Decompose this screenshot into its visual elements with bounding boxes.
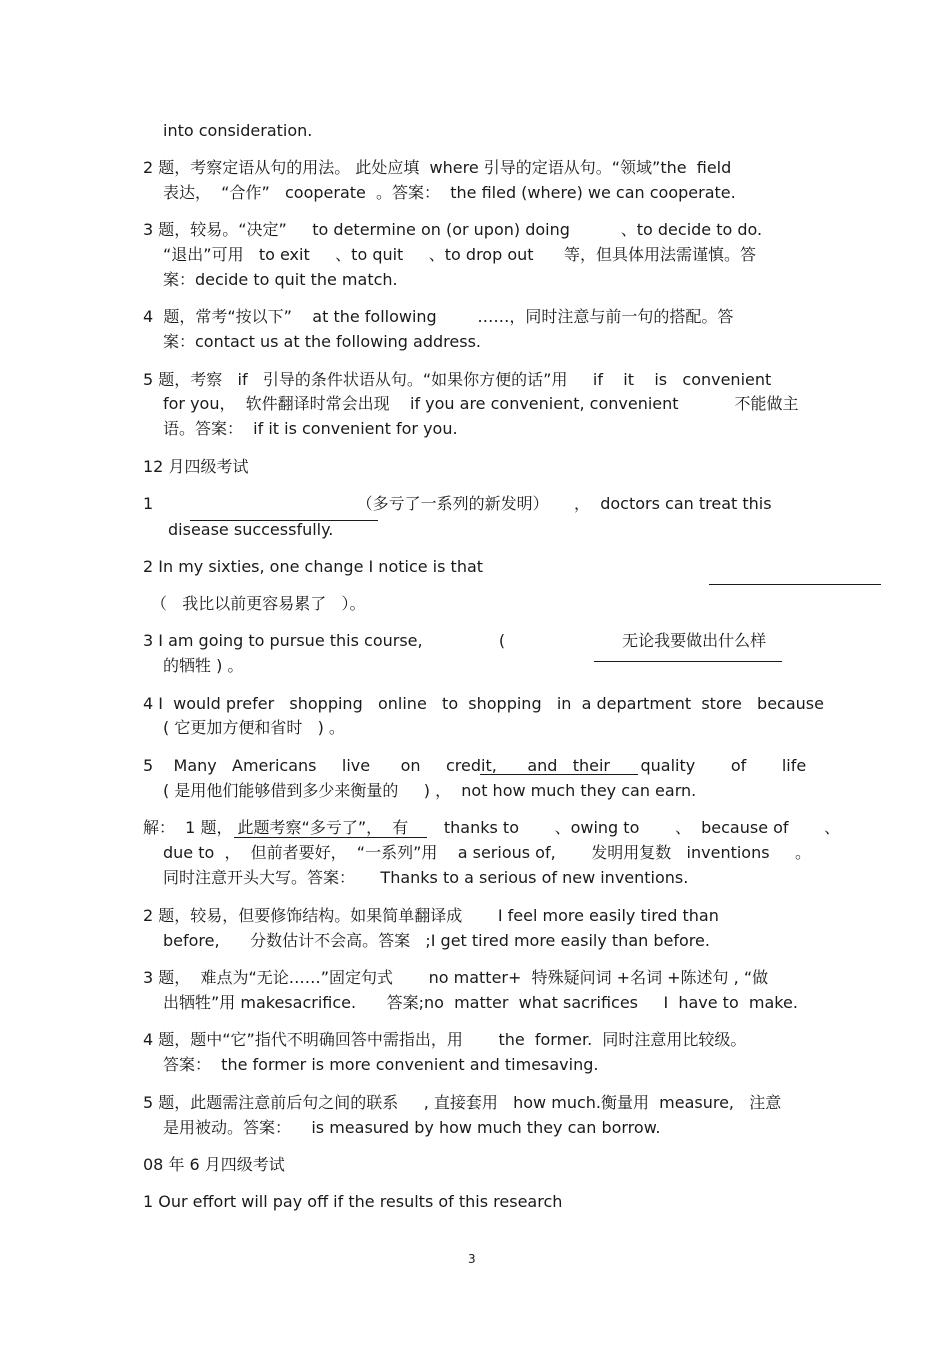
text-line: 答案： the former is more convenient and timesaving. xyxy=(163,1055,599,1074)
text-line: 4 I would prefer shopping online to shopping in a department store because xyxy=(143,694,824,713)
text-line: ( 是用他们能够借到多少来衡量的 ) ， not how much they can earn. xyxy=(163,781,697,800)
text-line: 5 Many Americans live on credit, and their quality of life xyxy=(143,756,807,775)
text-line: disease successfully. xyxy=(168,520,334,539)
text-line: 2 题，较易，但要修饰结构。如果简单翻译成 I feel more easily tired than xyxy=(143,906,719,925)
text-line: 1 Our effort will pay off if the results of this research xyxy=(143,1192,563,1211)
section-heading: 12 月四级考试 xyxy=(143,457,249,476)
text-line: 3 I am going to pursue this course, ( 无论我要做出什么样 xyxy=(143,631,767,650)
text-line: 案：decide to quit the match. xyxy=(163,270,398,289)
text-line: 2 In my sixties, one change I notice is that xyxy=(143,557,484,576)
text-line: 出牺牲”用 makesacrifice. 答案;no matter what sacrifices I have to make. xyxy=(163,993,798,1012)
text-line: into consideration. xyxy=(163,121,313,140)
text-line: “退出”可用 to exit 、to quit 、to drop out 等，但具体用法需谨慎。答 xyxy=(163,245,757,264)
text-line: 是用被动。答案： is measured by how much they can borrow. xyxy=(163,1118,661,1137)
text-line: 表达， “合作” cooperate 。答案： the filed (where) we can cooperate. xyxy=(163,183,736,202)
text-line: before, 分数估计不会高。答案 ;I get tired more easily than before. xyxy=(163,931,710,950)
text-line: for you， 软件翻译时常会出现 if you are convenient, convenient 不能做主 xyxy=(163,394,799,413)
text-line: 同时注意开头大写。答案： Thanks to a serious of new inventions. xyxy=(163,868,689,887)
text-line: 语。答案： if it is convenient for you. xyxy=(163,419,458,438)
section-heading: 08 年 6 月四级考试 xyxy=(143,1155,285,1174)
answer-blank xyxy=(709,584,881,585)
page-number: 3 xyxy=(468,1252,476,1266)
text-line: 5 题，此题需注意前后句之间的联系 , 直接套用 how much.衡量用 measure, 注意 xyxy=(143,1093,782,1112)
text-line: 1 （多亏了一系列的新发明） ， doctors can treat this xyxy=(143,494,772,513)
text-line: 2 题，考察定语从句的用法。 此处应填 where 引导的定语从句。“领域”the field xyxy=(143,158,732,177)
text-line: 3 题，较易。“决定” to determine on (or upon) doing 、to decide to do. xyxy=(143,220,763,239)
answer-blank xyxy=(480,774,638,775)
underline-mark xyxy=(234,837,427,838)
answer-blank xyxy=(594,661,782,662)
text-line: 4 题，题中“它”指代不明确回答中需指出，用 the former. 同时注意用比较级。 xyxy=(143,1030,747,1049)
text-line: ( 它更加方便和省时 ) 。 xyxy=(163,718,345,737)
text-line: 3 题， 难点为“无论……”固定句式 no matter+ 特殊疑问词 +名词 +陈述句 , “做 xyxy=(143,968,769,987)
text-line: 案：contact us at the following address. xyxy=(163,332,481,351)
text-line: 的牺牲 ) 。 xyxy=(163,656,244,675)
text-line: （ 我比以前更容易累了 ）。 xyxy=(151,594,366,613)
text-line: due to ， 但前者要好， “一系列”用 a serious of, 发明用复数 inventions 。 xyxy=(163,843,811,862)
text-line: 5 题，考察 if 引导的条件状语从句。“如果你方便的话”用 if it is convenient xyxy=(143,370,772,389)
text-line: 解： 1 题， 此题考察“多亏了”， 有 thanks to 、owing to 、 because of 、 xyxy=(143,818,841,837)
text-line: 4 题，常考“按以下” at the following ……，同时注意与前一句的搭配。答 xyxy=(143,307,734,326)
